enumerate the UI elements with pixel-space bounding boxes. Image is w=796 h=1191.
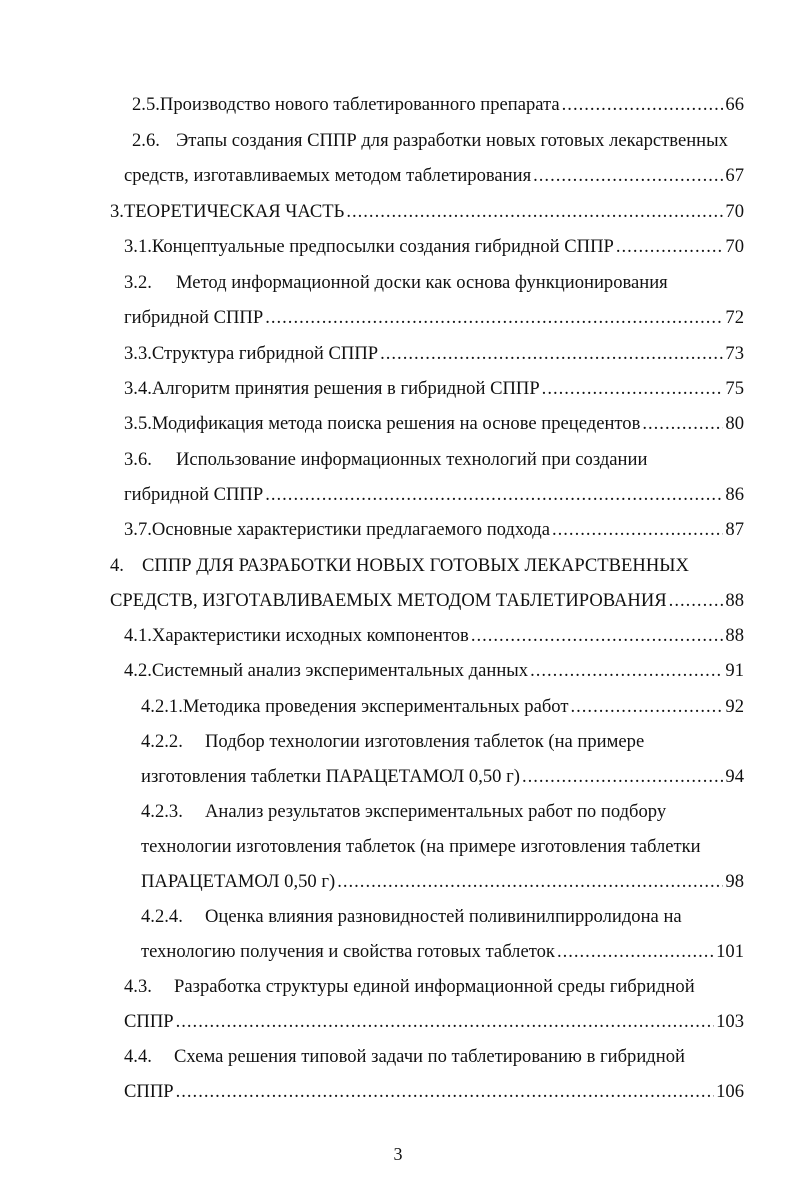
toc-entry-3-2-cont [124, 303, 744, 333]
toc-page: 73 [725, 343, 744, 364]
toc-entry-4-2-3 [141, 797, 744, 827]
toc-page: 88 [725, 590, 744, 611]
toc-number: 3.2. [124, 272, 152, 293]
toc-entry-3-3 [124, 339, 744, 369]
toc-page: 72 [725, 307, 744, 328]
toc-number: 4.2.3. [141, 801, 183, 822]
toc-entry-4-2-3-cont2 [141, 867, 744, 897]
toc-page: 94 [725, 766, 744, 787]
toc-title: Основные характеристики предлагаемого подхода [151, 519, 550, 540]
toc-number: 4.1. [124, 625, 152, 646]
toc-entry-4-2-2 [141, 727, 744, 757]
toc-title: СППР ДЛЯ РАЗРАБОТКИ НОВЫХ ГОТОВЫХ ЛЕКАРСТВЕННЫХ [142, 555, 689, 576]
toc-leader [616, 232, 724, 262]
toc-leader [265, 480, 723, 510]
toc-number: 4. [110, 555, 124, 576]
toc-entry-4-3 [124, 972, 744, 1002]
toc-page: 103 [716, 1011, 744, 1032]
toc-title-continuation: изготовления таблетки ПАРАЦЕТАМОЛ 0,50 г) [141, 766, 520, 787]
toc-entry-3-5 [124, 409, 744, 439]
toc-entry-4-2-2-cont [141, 762, 744, 792]
toc-leader [562, 90, 724, 120]
toc-title: Системный анализ экспериментальных данных [151, 660, 529, 681]
toc-title: Методика проведения экспериментальных работ [182, 696, 569, 717]
toc-title: Оценка влияния разновидностей поливинилпирролидона на [205, 906, 682, 927]
toc-page: 75 [725, 378, 744, 399]
toc-page: 106 [716, 1081, 744, 1102]
toc-title: Концептуальные предпосылки создания гибридной СППР [151, 236, 614, 257]
toc-page: 101 [716, 941, 744, 962]
toc-entry-4-2-4-cont [141, 937, 744, 967]
toc-leader [642, 409, 723, 439]
toc-title: ТЕОРЕТИЧЕСКАЯ ЧАСТЬ [123, 201, 345, 222]
toc-entry-3-7 [124, 515, 744, 545]
toc-number: 3.6. [124, 449, 152, 470]
toc-page: 70 [725, 236, 744, 257]
toc-number: 3.1. [124, 236, 152, 257]
toc-page: 98 [725, 871, 744, 892]
toc-title: Схема решения типовой задачи по таблетированию в гибридной [174, 1046, 685, 1067]
toc-entry-3-1 [124, 232, 744, 262]
toc-entry-4-2-4 [141, 902, 744, 932]
toc-leader [557, 937, 714, 967]
toc-leader [380, 339, 723, 369]
toc-leader [337, 867, 723, 897]
toc-leader [669, 586, 724, 616]
toc-title: Производство нового таблетированного препарата [159, 94, 560, 115]
toc-number: 4.2.2. [141, 731, 183, 752]
toc-number: 4.3. [124, 976, 152, 997]
toc-title-continuation: СППР [124, 1081, 174, 1102]
toc-title: Характеристики исходных компонентов [151, 625, 469, 646]
toc-title-continuation: ПАРАЦЕТАМОЛ 0,50 г) [141, 871, 336, 892]
toc-title: Подбор технологии изготовления таблеток (на примере [205, 731, 645, 752]
toc-page: 92 [725, 696, 744, 717]
toc-title: Этапы создания СППР для разработки новых готовых лекарственных [176, 130, 728, 151]
toc-number: 3. [110, 201, 124, 222]
toc-entry-4-3-cont [124, 1007, 744, 1037]
toc-page: 91 [725, 660, 744, 681]
toc-title: Метод информационной доски как основа функционирования [176, 272, 668, 293]
toc-title-continuation: технологии изготовления таблеток (на примере изготовления таблетки [141, 836, 701, 857]
toc-entry-4-4 [124, 1042, 744, 1072]
toc-leader [176, 1007, 715, 1037]
toc-title: Структура гибридной СППР [151, 343, 379, 364]
toc-title-continuation: СППР [124, 1011, 174, 1032]
toc-entry-4-1 [124, 621, 744, 651]
toc-entry-2-6 [132, 126, 744, 156]
toc-entry-4-4-cont [124, 1077, 744, 1107]
toc-number: 3.3. [124, 343, 152, 364]
toc-leader [530, 656, 723, 686]
toc-number: 4.4. [124, 1046, 152, 1067]
toc-leader [265, 303, 723, 333]
toc-title: Модификация метода поиска решения на основе прецедентов [151, 413, 641, 434]
toc-entry-3 [110, 197, 744, 227]
toc-page: 70 [725, 201, 744, 222]
toc-title: Алгоритм принятия решения в гибридной СППР [151, 378, 540, 399]
toc-page: 80 [725, 413, 744, 434]
toc-number: 3.5. [124, 413, 152, 434]
toc-entry-4-2-1 [141, 692, 744, 722]
toc-leader [570, 692, 723, 722]
toc-number: 2.5. [132, 94, 160, 115]
toc-number: 4.2.4. [141, 906, 183, 927]
page-number: 3 [393, 1144, 403, 1164]
toc-number: 2.6. [132, 130, 160, 151]
toc-number: 3.7. [124, 519, 152, 540]
toc-page: 87 [725, 519, 744, 540]
toc-entry-2-5 [132, 90, 744, 120]
toc-title-continuation: технологию получения и свойства готовых таблеток [141, 941, 555, 962]
toc-number: 4.2. [124, 660, 152, 681]
toc-title-continuation: гибридной СППР [124, 307, 264, 328]
toc-leader [346, 197, 723, 227]
toc-title-continuation: средств, изготавливаемых методом таблетирования [124, 165, 532, 186]
toc-entry-3-6-cont [124, 480, 744, 510]
toc-leader [522, 762, 723, 792]
toc-entry-4-cont [110, 586, 744, 616]
toc-leader [552, 515, 723, 545]
toc-title-continuation: СРЕДСТВ, ИЗГОТАВЛИВАЕМЫХ МЕТОДОМ ТАБЛЕТИРОВАНИЯ [110, 590, 667, 611]
toc-title: Анализ результатов экспериментальных работ по подбору [205, 801, 667, 822]
toc-page: 67 [725, 165, 744, 186]
toc-entry-4-2 [124, 656, 744, 686]
toc-entry-3-6 [124, 445, 744, 475]
toc-leader [533, 161, 723, 191]
toc-number: 4.2.1. [141, 696, 183, 717]
toc-page: 88 [725, 625, 744, 646]
toc-page: 66 [725, 94, 744, 115]
toc-entry-4 [110, 551, 744, 581]
toc-number: 3.4. [124, 378, 152, 399]
toc-title: Разработка структуры единой информационной среды гибридной [174, 976, 695, 997]
toc-title: Использование информационных технологий при создании [176, 449, 648, 470]
toc-entry-3-4 [124, 374, 744, 404]
toc-title-continuation: гибридной СППР [124, 484, 264, 505]
toc-leader [542, 374, 724, 404]
toc-page: 86 [725, 484, 744, 505]
toc-entry-4-2-3-cont [141, 832, 744, 862]
toc-leader [471, 621, 724, 651]
toc-entry-2-6-cont [124, 161, 744, 191]
toc-leader [176, 1077, 715, 1107]
toc-entry-3-2 [124, 268, 744, 298]
